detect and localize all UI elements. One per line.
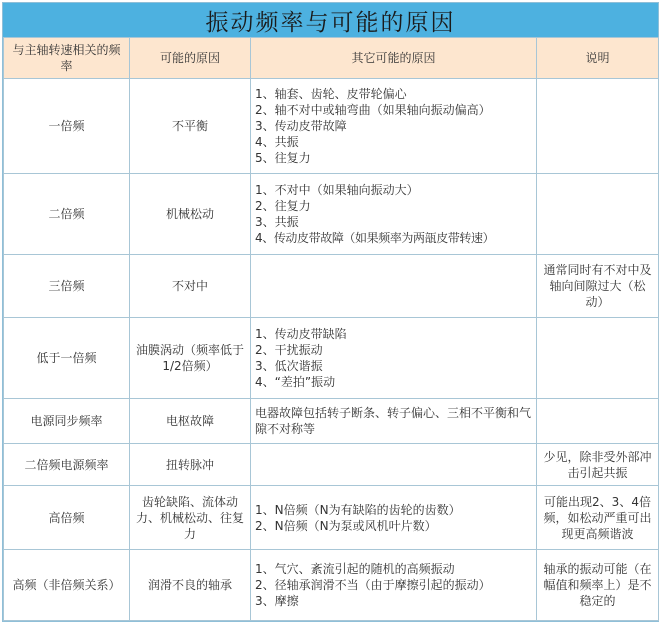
other-cause-item: 4、“差拍”振动	[255, 375, 336, 389]
frequency-cell: 二倍频	[4, 174, 130, 255]
other-cause-item: 1、轴套、齿轮、皮带轮偏心	[255, 87, 407, 101]
note-cell: 通常同时有不对中及轴向间隙过大（松动）	[537, 255, 659, 318]
other-cause-item: 4、共振	[255, 135, 299, 149]
table-row	[4, 174, 659, 255]
cause-cell: 齿轮缺陷、流体动力、机械松动、往复力	[130, 486, 251, 550]
note-cell: 轴承的振动可能（在幅值和频率上）是不稳定的	[537, 550, 659, 621]
header-frequency	[4, 38, 130, 79]
header-cause: 可能的原因	[130, 38, 251, 79]
cause-table	[3, 37, 659, 621]
note-cell: 少见，除非受外部冲击引起共振	[537, 444, 659, 486]
other-cause-item: 4、传动皮带故障（如果频率为两瓿皮带转速）	[255, 231, 495, 245]
table-row	[4, 444, 659, 486]
other-causes-cell	[251, 486, 537, 550]
table-row	[4, 399, 659, 444]
other-causes-cell	[251, 550, 537, 621]
other-cause-item: 1、N倍频（N为有缺陷的齿轮的齿数）	[255, 502, 461, 517]
header-frequency-text: 与主轴转速相关的频率	[12, 43, 121, 73]
frequency-cell: 高频（非倍频关系）	[4, 550, 130, 621]
table-row	[4, 550, 659, 621]
other-cause-item: 3、传动皮带故障	[255, 119, 347, 133]
note-cell	[537, 318, 659, 399]
header-note: 说明	[537, 38, 659, 79]
cause-cell: 电枢故障	[130, 399, 251, 444]
page-title: 振动频率与可能的原因	[3, 3, 658, 37]
header-other-causes: 其它可能的原因	[251, 38, 537, 79]
cause-cell: 不对中	[130, 255, 251, 318]
note-cell	[537, 399, 659, 444]
other-cause-item: 1、不对中（如果轴向振动大）	[255, 183, 419, 197]
table-row	[4, 318, 659, 399]
other-causes-cell	[251, 444, 537, 486]
cause-cell: 扭转脉冲	[130, 444, 251, 486]
frequency-cell: 电源同步频率	[4, 399, 130, 444]
table-row	[4, 486, 659, 550]
frequency-cell: 二倍频电源频率	[4, 444, 130, 486]
other-causes-cell	[251, 399, 537, 444]
cause-cell: 不平衡	[130, 79, 251, 174]
other-cause-item: 2、N倍频（N为泵或风机叶片数）	[255, 518, 437, 533]
header-row	[4, 38, 659, 79]
note-cell: 可能出现2、3、4倍频，如松动严重可出现更高频谐波	[537, 486, 659, 550]
other-cause-item: 电器故障包括转子断条、转子偏心、三相不平衡和气隙不对称等	[255, 406, 532, 436]
other-cause-item: 1、气穴、紊流引起的随机的高频振动	[255, 562, 455, 576]
other-causes-cell	[251, 174, 537, 255]
other-cause-item: 3、摩擦	[255, 594, 299, 608]
other-cause-item: 2、往复力	[255, 199, 311, 213]
frequency-cell: 三倍频	[4, 255, 130, 318]
cause-cell: 机械松动	[130, 174, 251, 255]
table-row	[4, 255, 659, 318]
other-causes-cell	[251, 318, 537, 399]
other-cause-item: 2、轴不对中或轴弯曲（如果轴向振动偏高）	[255, 103, 491, 117]
table-row	[4, 79, 659, 174]
cause-cell: 润滑不良的轴承	[130, 550, 251, 621]
other-cause-item: 1、传动皮带缺陷	[255, 327, 347, 341]
frequency-cell: 高倍频	[4, 486, 130, 550]
note-cell	[537, 79, 659, 174]
other-cause-item: 3、共振	[255, 215, 299, 229]
frequency-cell: 一倍频	[4, 79, 130, 174]
other-causes-cell	[251, 255, 537, 318]
other-causes-cell	[251, 79, 537, 174]
frequency-cell: 低于一倍频	[4, 318, 130, 399]
other-cause-item: 2、干扰振动	[255, 343, 323, 357]
cause-cell: 油膜涡动（频率低于1/2倍频）	[130, 318, 251, 399]
other-cause-item: 2、径轴承润滑不当（由于摩擦引起的振动）	[255, 578, 491, 592]
note-cell	[537, 174, 659, 255]
other-cause-item: 5、往复力	[255, 151, 311, 165]
other-cause-item: 3、低次谐振	[255, 359, 323, 373]
